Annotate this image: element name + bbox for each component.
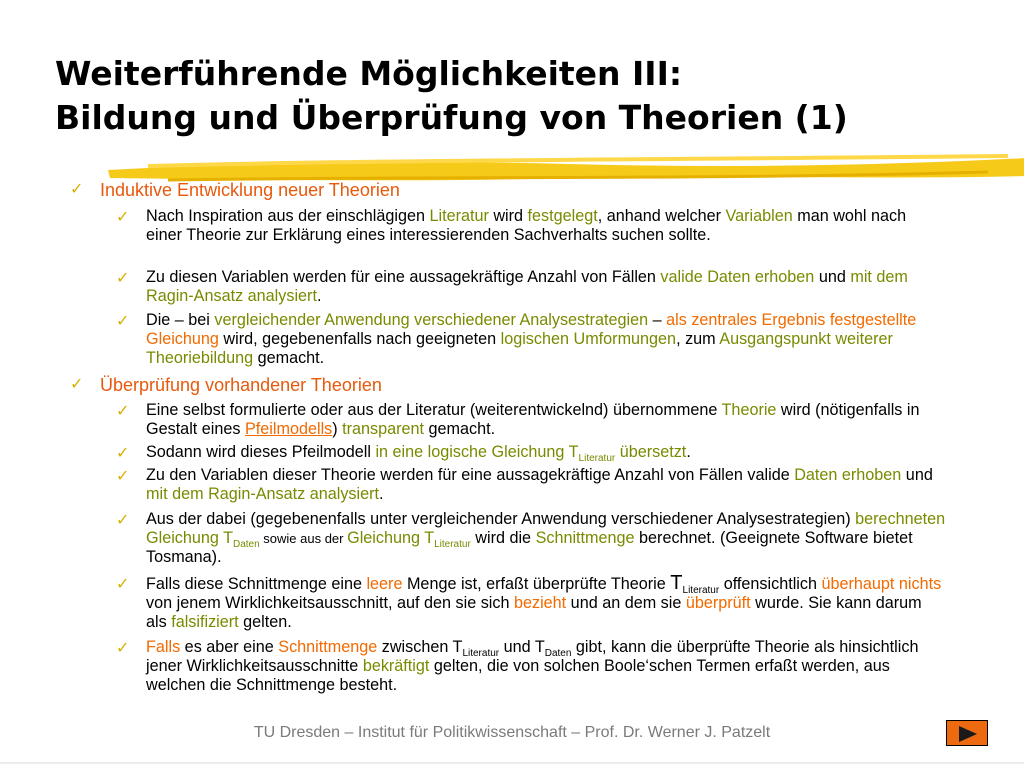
list-item-text: Eine selbst formulierte oder aus der Literatur (weiterentwickelnd) übernommene Theorie wird (nötigenfalls in Gestalt eines Pfeilmodells) transparent gemacht. — [146, 401, 920, 439]
section-heading: Überprüfung vorhandener Theorien — [100, 375, 382, 395]
checkmark-icon: ✓ — [116, 313, 130, 330]
section-heading: Induktive Entwicklung neuer Theorien — [100, 180, 400, 200]
slide-footer: TU Dresden – Institut für Politikwissenschaft – Prof. Dr. Werner J. Patzelt — [253, 724, 771, 741]
checkmark-icon: ✓ — [116, 403, 130, 420]
checkmark-icon: ✓ — [116, 512, 130, 529]
checkmark-icon: ✓ — [116, 445, 130, 462]
list-item-text: Sodann wird dieses Pfeilmodell in eine logische Gleichung $T_{Literatur}$ übersetzt. — [146, 443, 691, 465]
list-item-text: Zu den Variablen dieser Theorie werden für eine aussagekräftige Anzahl von Fällen valide Daten erhoben und mit dem Ragin-Ansatz analysiert. — [146, 466, 933, 504]
list-item-text: Die – bei vergleichender Anwendung verschiedener Analysestrategien – als zentrales Ergebnis festgestellte Gleichung wird, gegebenenfalls nach geeigneten logischen Umformungen, zum Ausgangspunkt weiterer Theoriebildung gemacht. — [146, 311, 917, 368]
list-item-text: Falls diese Schnittmenge eine leere Menge ist, erfaßt überprüfte Theorie $T_{Literatur}$ offensichtlich überhaupt nichts von jenem Wirklichkeitsausschnitt, auf den sie sich bezieht und an dem sie überprüft wurde. Sie kann darum als falsifiziert gelten. — [146, 572, 942, 632]
play-triangle-icon — [958, 725, 978, 743]
checkmark-icon: ✓ — [116, 209, 130, 226]
pfeilmodell-link[interactable]: Pfeilmodells — [244, 420, 333, 439]
list-item-text: Falls es aber eine Schnittmenge zwischen $T_{Literatur}$ und $T_{Daten}$ gibt, kann die überprüfte Theorie als hinsichtlich jener Wirklichkeitsausschnitte bekräftigt gelten, die von solchen Boole‘schen Termen erfaßt werden, aus welchen die Schnittmenge besteht. — [146, 638, 919, 695]
bottom-divider — [0, 762, 1024, 764]
checkmark-icon: ✓ — [70, 181, 84, 198]
checkmark-icon: ✓ — [116, 468, 130, 485]
next-slide-button[interactable] — [946, 720, 988, 746]
slide-title-line-2: Bildung und Überprüfung von Theorien (1) — [55, 98, 848, 137]
checkmark-icon: ✓ — [116, 640, 130, 657]
slide-title-line-1: Weiterführende Möglichkeiten III: — [55, 54, 683, 93]
list-item-text: Nach Inspiration aus der einschlägigen Literatur wird festgelegt, anhand welcher Variablen man wohl nach einer Theorie zur Erklärung eines interessierenden Sachverhalts suchen sollte. — [146, 207, 907, 245]
checkmark-icon: ✓ — [70, 376, 84, 393]
checkmark-icon: ✓ — [116, 576, 130, 593]
list-item-text: Zu diesen Variablen werden für eine aussagekräftige Anzahl von Fällen valide Daten erhoben und mit dem Ragin-Ansatz analysiert. — [146, 268, 908, 306]
checkmark-icon: ✓ — [116, 270, 130, 287]
list-item-text: Aus der dabei (gegebenenfalls unter vergleichender Anwendung verschiedener Analysestrategien) berechneten Gleichung $T_{Daten}$ sowie aus der Gleichung $T_{Literatur}$ wird die Schnittmenge berechnet. (Geeignete Software bietet Tosmana). — [146, 510, 946, 567]
